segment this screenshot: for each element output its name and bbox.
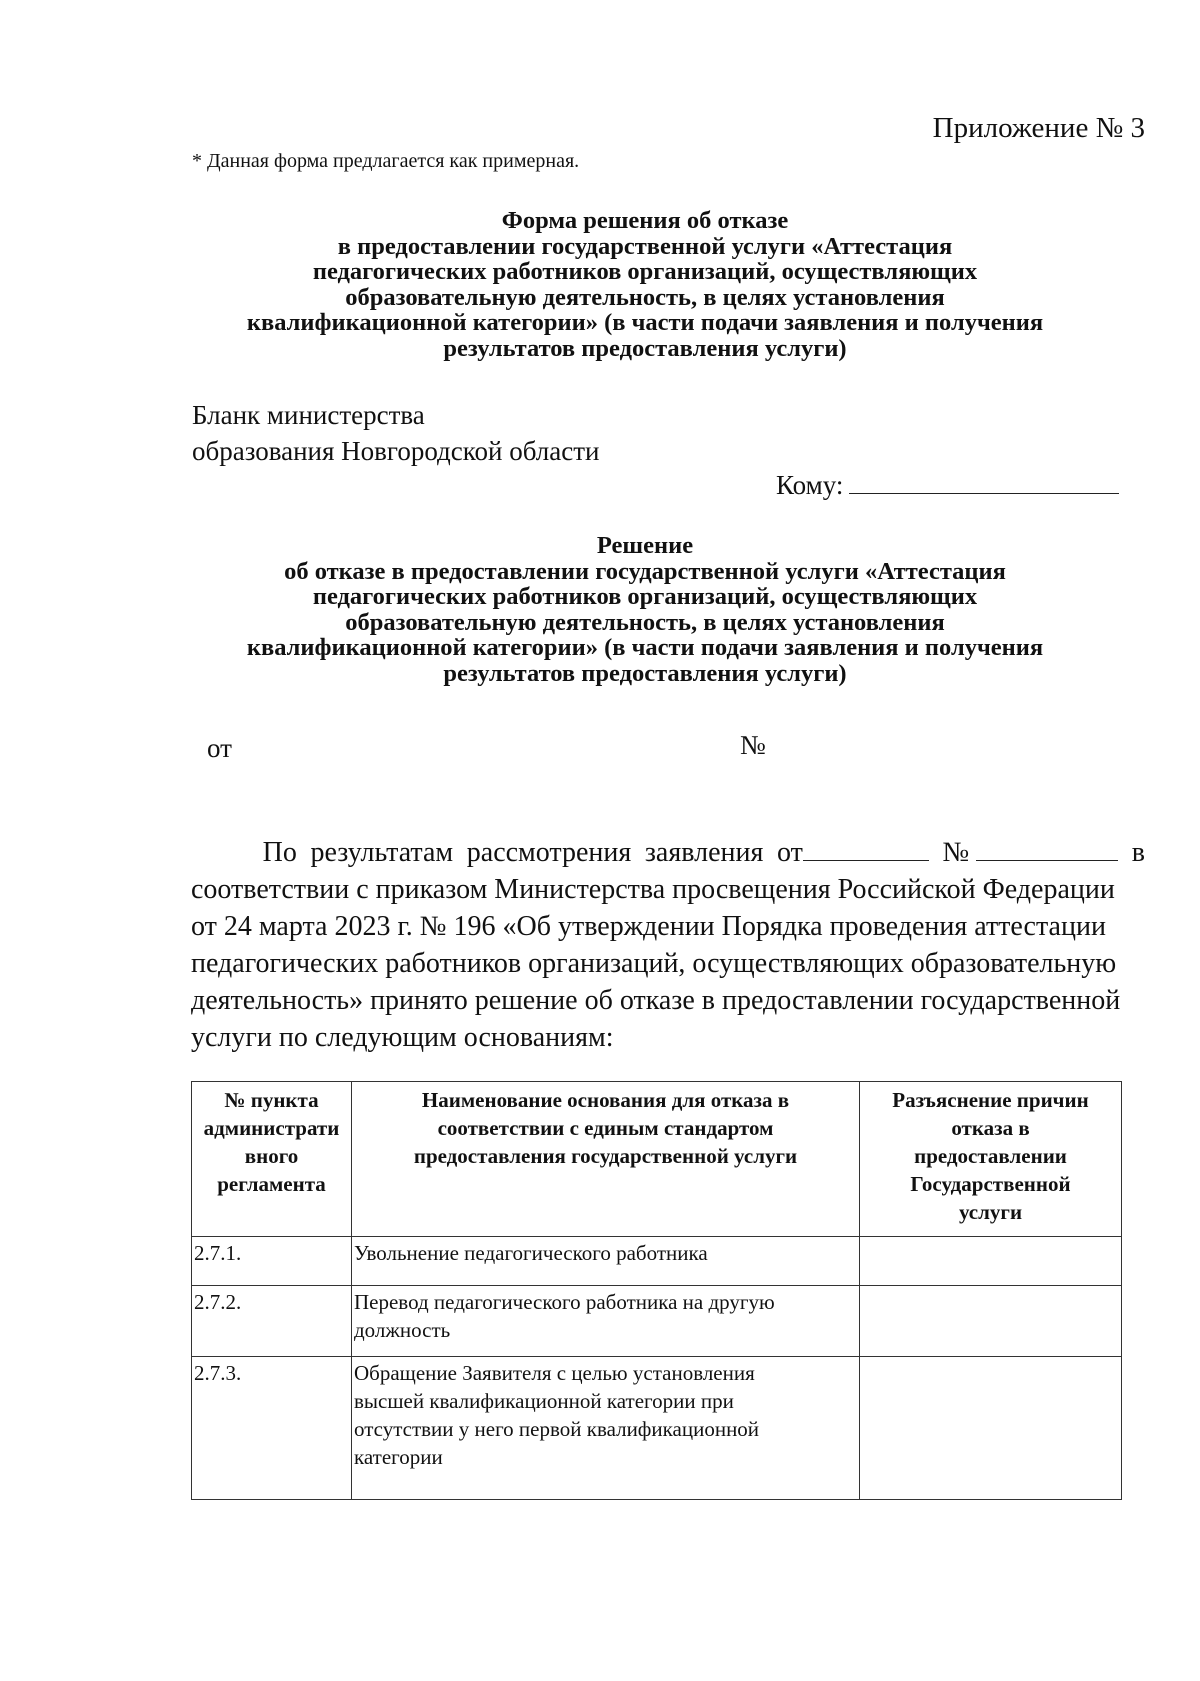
body-word: По [262, 837, 297, 868]
recipient-label: Кому: [776, 470, 844, 500]
refusal-grounds-table [191, 1081, 1122, 1500]
body-word: в [1131, 837, 1145, 868]
body-line: педагогических работников организаций, осуществляющих образовательную [191, 948, 1117, 979]
form-title-line: Форма решения об отказе [501, 207, 789, 234]
letterhead-line: Бланк министерства [192, 400, 425, 430]
decision-title [160, 533, 1130, 686]
regulation-item-code: 2.7.3. [192, 1357, 352, 1500]
recipient-blank-line [849, 471, 1119, 494]
form-title-line: результатов предоставления услуги) [443, 334, 847, 362]
letterhead-line: образования Новгородской области [192, 436, 600, 466]
body-line: от 24 марта 2023 г. № 196 «Об утверждении Порядка проведения аттестации [191, 911, 1106, 942]
refusal-ground-text: Увольнение педагогического работника [352, 1237, 860, 1286]
form-title [160, 208, 1130, 361]
refusal-explanation-cell[interactable] [860, 1357, 1122, 1500]
form-title-line: квалификационной категории» (в части подачи заявления и получения [246, 309, 1044, 336]
refusal-explanation-cell[interactable] [860, 1237, 1122, 1286]
table-row [192, 1286, 1122, 1357]
body-word: результатам [310, 837, 454, 868]
regulation-item-code: 2.7.1. [192, 1237, 352, 1286]
header-regulation-item: № пункта администрати вного регламента [192, 1082, 352, 1237]
table-header-row [192, 1082, 1122, 1237]
appendix-label: Приложение № 3 [932, 112, 1145, 144]
decision-date-label: от [207, 733, 232, 763]
body-line: деятельность» принято решение об отказе в предоставлении государственной [191, 985, 1121, 1016]
application-date-field: от [777, 834, 929, 871]
decision-title-line: результатов предоставления услуги) [443, 659, 847, 687]
refusal-explanation-cell[interactable] [860, 1286, 1122, 1357]
body-line: соответствии с приказом Министерства просвещения Российской Федерации [191, 874, 1115, 905]
body-line: услуги по следующим основаниям: [191, 1022, 614, 1053]
form-title-line: педагогических работников организаций, осуществляющих [312, 258, 978, 285]
ministry-letterhead [192, 397, 599, 469]
application-number-field: № [942, 834, 1118, 871]
body-word: рассмотрения [466, 837, 632, 868]
decision-body-text [191, 834, 1145, 1056]
decision-title-line: об отказе в предоставлении государственной услуги «Аттестация [284, 557, 1006, 585]
decision-title-line: Решение [596, 532, 694, 559]
header-refusal-explanation: Разъяснение причин отказа в предоставлении Государственной услуги [860, 1082, 1122, 1237]
decision-title-line: образовательную деятельность, в целях установления [345, 608, 945, 636]
regulation-item-code: 2.7.2. [192, 1286, 352, 1357]
header-refusal-ground: Наименование основания для отказа в соответствии с единым стандартом предоставления государственной услуги [352, 1082, 860, 1237]
example-form-note: * Данная форма предлагается как примерная. [192, 150, 580, 172]
table-row [192, 1357, 1122, 1500]
decision-title-line: квалификационной категории» (в части подачи заявления и получения [246, 634, 1044, 661]
refusal-ground-text: Обращение Заявителя с целью установления высшей квалификационной категории при отсутствии у него первой квалификационной категории [352, 1357, 860, 1500]
decision-number-label: № [740, 730, 766, 760]
table-row [192, 1237, 1122, 1286]
form-title-line: в предоставлении государственной услуги «Аттестация [337, 232, 953, 260]
form-title-line: образовательную деятельность, в целях установления [345, 283, 945, 311]
body-word: заявления [644, 837, 764, 868]
decision-title-line: педагогических работников организаций, осуществляющих [312, 583, 978, 610]
body-first-line [191, 834, 1145, 871]
refusal-ground-text: Перевод педагогического работника на другую должность [352, 1286, 860, 1357]
recipient-field [776, 470, 1119, 501]
